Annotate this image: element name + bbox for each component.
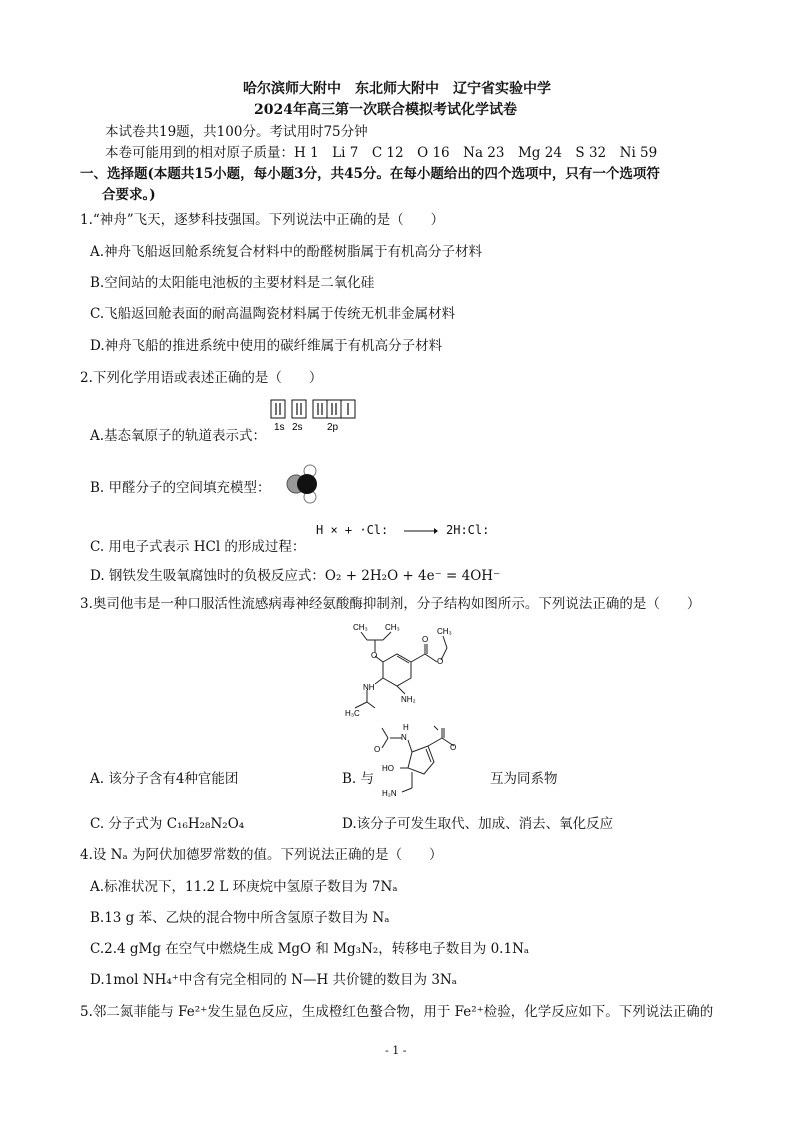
orbital-diagram	[270, 398, 380, 434]
q3-option-a: A. 该分子含有4种官能团	[90, 771, 239, 787]
q2-option-a: A.基态氧原子的轨道表示式：	[90, 428, 267, 444]
q3-stem: 3.奥司他韦是一种口服活性流感病毒神经氨酸酶抑制剂，分子结构如图所示。下列说法正确的是（ ）	[80, 596, 701, 612]
q3-option-d: D.该分子可发生取代、加成、消去、氧化反应	[342, 816, 614, 832]
q5-stem: 5.邻二氮菲能与 Fe²⁺发生显色反应，生成橙红色螯合物，用于 Fe²⁺检验，化学反应如下。下列说法正确的	[80, 1004, 714, 1020]
label-h3c: H₃C	[345, 709, 360, 718]
label-o2: O	[422, 635, 429, 644]
info-line-1: 本试卷共19题，共100分。考试用时75分钟	[105, 124, 368, 140]
label-ch3-b: CH₃	[385, 623, 400, 632]
q4-option-d: D.1mol NH₄⁺中含有完全相同的 N—H 共价键的数目为 3Nₐ	[90, 972, 457, 988]
exam-title: 2024年高三第一次联合模拟考试化学试卷	[254, 102, 517, 118]
formaldehyde-model	[283, 464, 323, 504]
page-number: - 1 -	[385, 1044, 407, 1057]
section-heading-cont: 合要求。)	[102, 187, 156, 203]
label2-h: H	[403, 723, 409, 732]
schools-header: 哈尔滨师大附中 东北师大附中 辽宁省实验中学	[243, 81, 551, 97]
hcl-product: 2H:Cl:	[446, 523, 490, 537]
q4-option-b: B.13 g 苯、乙炔的混合物中所含氢原子数目为 Nₐ	[90, 910, 390, 926]
q1-stem: 1.“神舟”飞天，逐梦科技强国。下列说法中正确的是（ ）	[80, 212, 445, 228]
label-ch3-ester: CH₃	[437, 627, 452, 636]
label-ch3-a: CH₃	[353, 623, 368, 632]
q3-option-b-prefix: B. 与	[342, 771, 375, 787]
q2-option-d: D. 钢铁发生吸氧腐蚀时的负极反应式：O₂ + 2H₂O + 4e⁻ = 4OH⁻	[90, 568, 501, 584]
q1-option-d: D.神舟飞船的推进系统中使用的碳纤维属于有机高分子材料	[90, 338, 443, 354]
q1-option-c: C.飞船返回舱表面的耐高温陶瓷材料属于传统无机非金属材料	[90, 306, 456, 322]
label2-ho: HO	[382, 764, 394, 773]
orbital-label-2s: 2s	[292, 422, 303, 433]
label-o-ester: O	[437, 657, 444, 666]
q1-option-a: A.神舟飞船返回舱系统复合材料中的酚醛树脂属于有机高分子材料	[90, 244, 483, 260]
q2-option-c: C. 用电子式表示 HCl 的形成过程：	[90, 539, 306, 555]
q1-option-b: B.空间站的太阳能电池板的主要材料是二氧化硅	[90, 275, 375, 291]
q2-stem: 2.下列化学用语或表述正确的是（ ）	[80, 370, 323, 386]
q4-stem: 4.设 Nₐ 为阿伏加德罗常数的值。下列说法正确的是（ ）	[80, 847, 443, 863]
label2-h2n: H₂N	[382, 789, 397, 798]
label2-o1: O	[374, 745, 381, 754]
reaction-arrow	[404, 524, 438, 538]
orbital-label-1s: 1s	[274, 422, 285, 433]
label2-n: N	[401, 733, 407, 742]
comparison-structure	[372, 718, 472, 800]
q3-option-b-suffix: 互为同系物	[490, 771, 558, 787]
info-line-2: 本卷可能用到的相对原子质量：H 1 Li 7 C 12 O 16 Na 23 Mg 24 S 32 Ni 59	[105, 145, 658, 161]
label-nh: NH	[363, 683, 375, 692]
orbital-label-2p: 2p	[327, 422, 339, 433]
oseltamivir-structure	[345, 618, 465, 718]
q4-option-c: C.2.4 gMg 在空气中燃烧生成 MgO 和 Mg₃N₂，转移电子数目为 0.1Nₐ	[90, 941, 530, 957]
label-nh2: NH₂	[401, 695, 416, 704]
section-heading: 一、选择题(本题共15小题，每小题3分，共45分。在每小题给出的四个选项中，只有一个选项符	[80, 166, 660, 182]
q2-option-b: B. 甲醛分子的空间填充模型：	[90, 480, 271, 496]
q4-option-a: A.标准状况下，11.2 L 环庚烷中氢原子数目为 7Nₐ	[90, 879, 398, 895]
label-o: O	[371, 651, 378, 660]
hcl-reactants: H × + ·Cl:	[316, 523, 389, 537]
q3-option-c: C. 分子式为 C₁₆H₂₈N₂O₄	[90, 816, 245, 832]
label2-o2: O	[450, 743, 457, 752]
